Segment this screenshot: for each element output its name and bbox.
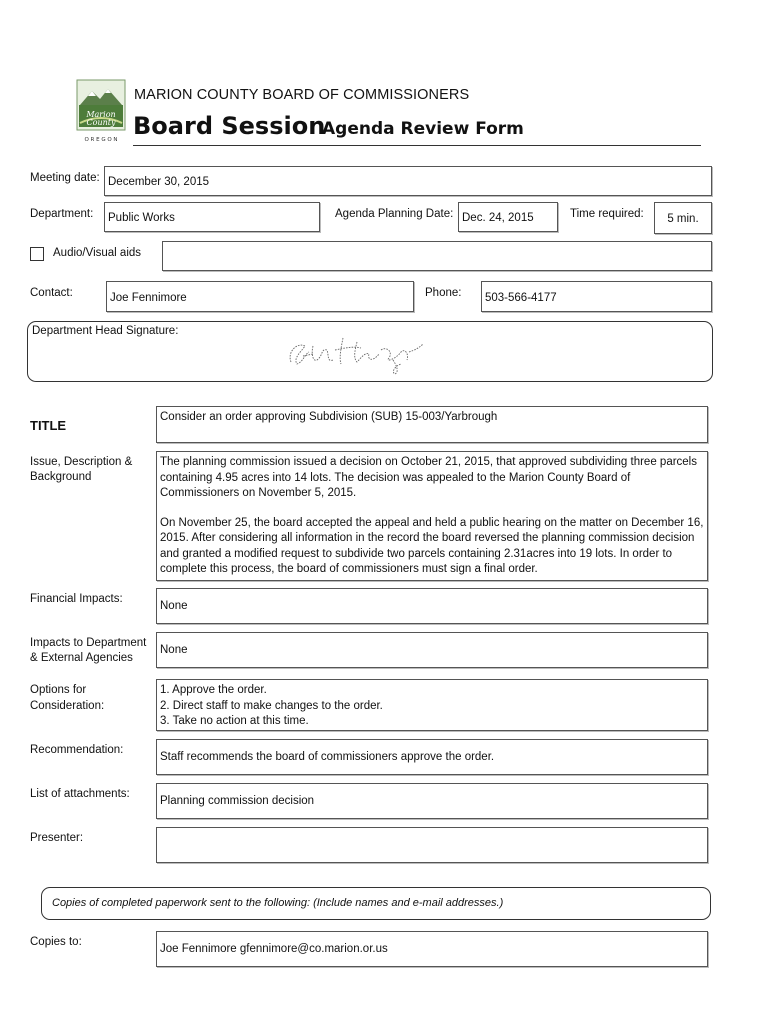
copies-to-label: Copies to: (30, 936, 82, 948)
meeting-date-label: Meeting date: (30, 172, 100, 184)
financial-label: Financial Impacts: (30, 593, 123, 605)
av-checkbox[interactable] (30, 247, 44, 261)
agenda-planning-date-value: Dec. 24, 2015 (462, 212, 534, 224)
av-label: Audio/Visual aids (53, 247, 142, 259)
meeting-date-field[interactable] (104, 166, 712, 196)
department-field[interactable] (104, 202, 320, 232)
agenda-planning-date-label: Agenda Planning Date: (335, 208, 454, 220)
marion-county-logo (76, 79, 126, 143)
copies-note-text: Copies of completed paperwork sent to the following: (Include names and e-mail addresses.) (52, 897, 504, 909)
header-rule (133, 145, 701, 146)
contact-label: Contact: (30, 287, 73, 299)
impacts-label-line1: Impacts to Department (30, 637, 147, 649)
options-label-line1: Options for (30, 684, 87, 696)
issue-label-line1: Issue, Description & (30, 456, 133, 468)
phone-value: 503-566-4177 (485, 292, 557, 304)
options-label-line2: Consideration: (30, 700, 105, 712)
org-name: MARION COUNTY BOARD OF COMMISSIONERS (134, 87, 470, 103)
presenter-label: Presenter: (30, 832, 84, 844)
options-list (160, 683, 704, 730)
time-required-label: Time required: (570, 208, 644, 220)
attachments-label: List of attachments: (30, 788, 130, 800)
copies-to-value: Joe Fennimore gfennimore@co.marion.or.us (160, 943, 388, 955)
phone-field[interactable] (481, 281, 712, 312)
attachments-field[interactable] (156, 783, 708, 819)
av-field[interactable] (162, 241, 712, 271)
recommendation-label: Recommendation: (30, 744, 124, 756)
recommendation-field[interactable] (156, 739, 708, 775)
form-title-sub: Agenda Review Form (322, 119, 524, 139)
presenter-field[interactable] (156, 827, 708, 863)
issue-paragraph-2: On November 25, the board accepted the appeal and held a public hearing on the matter on December 16, 2015. After considering all information in the record the board reversed the planning commission decision and granted a modified request to subdivide two parcels containing 2.31acres into 19 lots. In order to complete this process, the board of commissioners must sign a final order. (160, 516, 704, 575)
agenda-planning-date-field[interactable] (458, 202, 558, 232)
signature-label: Department Head Signature: (32, 325, 179, 337)
financial-field[interactable] (156, 588, 708, 624)
meeting-date-value: December 30, 2015 (108, 176, 210, 188)
title-section-label: TITLE (30, 418, 67, 433)
phone-label: Phone: (425, 287, 462, 299)
time-required-value: 5 min. (667, 213, 699, 225)
department-label: Department: (30, 208, 94, 220)
option-item: 1. Approve the order. (160, 684, 267, 696)
svg-text:O R E G O N: O R E G O N (84, 137, 118, 143)
issue-label-line2: Background (30, 471, 92, 483)
impacts-value: None (160, 644, 188, 656)
issue-paragraph-1: The planning commission issued a decision on October 21, 2015, that approved subdividing three parcels containing 4.95 acres into 14 lots. The decision was appealed to the Marion County Board of Commissioners on November 5, 2015. (160, 456, 697, 499)
copies-to-field[interactable] (156, 931, 708, 967)
financial-value: None (160, 600, 188, 612)
form-title-main: Board Session (133, 112, 326, 140)
svg-text:Marion: Marion (86, 110, 116, 119)
time-required-field[interactable] (654, 202, 712, 234)
impacts-field[interactable] (156, 632, 708, 668)
svg-text:County: County (86, 118, 116, 127)
contact-field[interactable] (106, 281, 414, 312)
impacts-label-line2: & External Agencies (30, 652, 133, 664)
department-value: Public Works (108, 212, 175, 224)
handwritten-signature (283, 332, 428, 376)
options-field[interactable] (156, 679, 708, 731)
issue-field[interactable] (156, 451, 708, 581)
title-field[interactable] (156, 406, 708, 443)
option-item: 3. Take no action at this time. (160, 715, 309, 727)
title-value: Consider an order approving Subdivision (SUB) 15-003/Yarbrough (160, 411, 498, 423)
attachments-value: Planning commission decision (160, 795, 315, 807)
option-item: 2. Direct staff to make changes to the order. (160, 699, 383, 712)
contact-value: Joe Fennimore (110, 292, 187, 304)
recommendation-value: Staff recommends the board of commissioners approve the order. (160, 751, 495, 763)
